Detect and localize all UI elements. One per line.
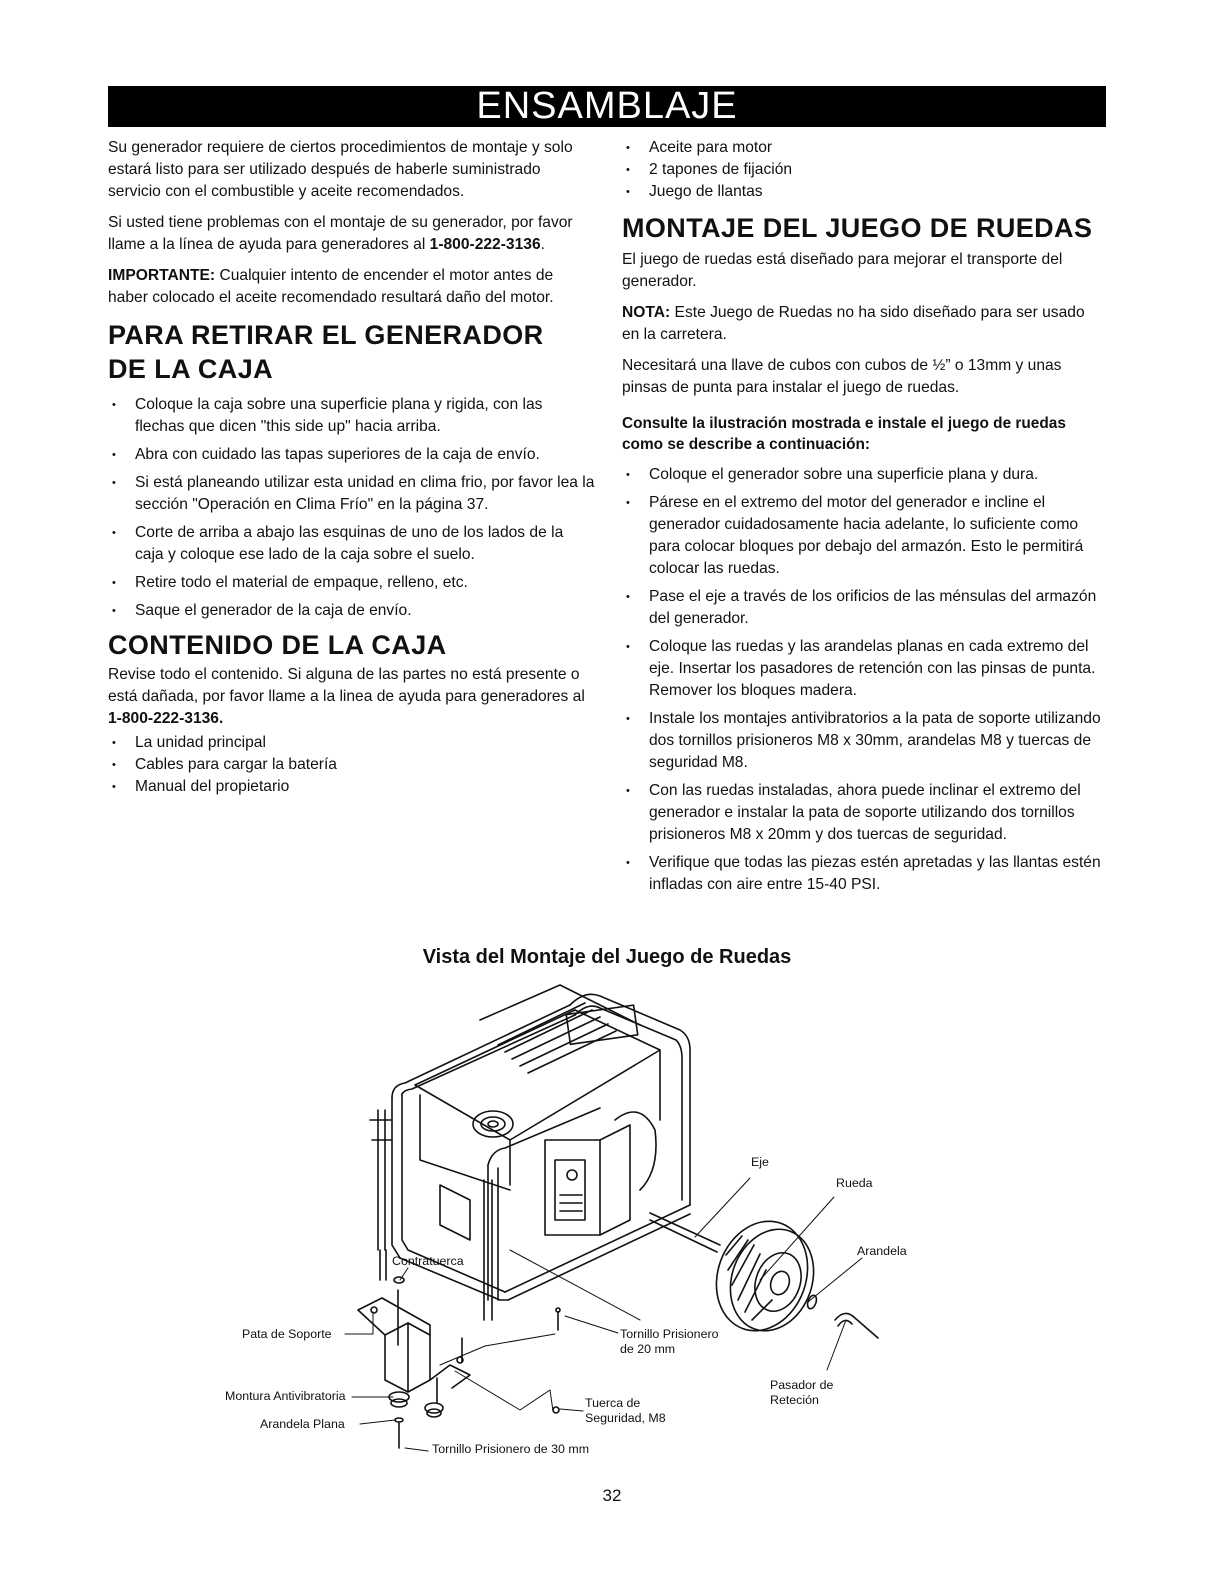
support-leg	[358, 1277, 470, 1392]
figure-title: Vista del Montaje del Juego de Ruedas	[422, 946, 792, 968]
heading-wheel-kit: MONTAJE DEL JUEGO DE RUEDAS	[622, 213, 1093, 243]
list-item: • Coloque las ruedas y las arandelas planas en cada extremo del eje. Insertar los pasadores de retención con las pinsas de punta. Remover los bloques madera.	[622, 636, 1106, 702]
list-item: • Cables para cargar la batería	[108, 754, 596, 776]
engine-body	[370, 985, 660, 1320]
list-item: • Si está planeando utilizar esta unidad en clima frio, por favor lea la sección "Operación en Clima Frío" en la página 37.	[108, 472, 596, 516]
intro-paragraph: Su generador requiere de ciertos procedimientos de montaje y solo estará listo para ser utilizado después de haberle suministrado servicio con el combustible y aceite recomendados.	[108, 139, 573, 200]
heading-remove-generator: PARA RETIRAR EL GENERADOR DE LA CAJA	[108, 320, 544, 384]
anti-vibration-mounts	[389, 1308, 560, 1448]
helpline-phone: 1-800-222-3136	[429, 236, 541, 253]
wheel-kit-paragraph: El juego de ruedas está diseñado para mejorar el transporte del generador.	[622, 251, 1063, 290]
label-washer: Arandela	[857, 1244, 907, 1258]
contents-paragraph: Revise todo el contenido. Si alguna de las partes no está presente o está dañada, por favor llame a la linea de ayuda para generadores al 1-800-222-3136.	[108, 666, 585, 727]
important-paragraph: IMPORTANTE: Cualquier intento de encender el motor antes de haber colocado el aceite recomendado resultará daño del motor.	[108, 267, 554, 306]
list-item: • Pase el eje a través de los orificios de las ménsulas del armazón del generador.	[622, 586, 1106, 630]
list-item: • Manual del propietario	[108, 776, 596, 798]
consult-instruction: Consulte la ilustración mostrada e instale el juego de ruedas como se describe a continuación:	[622, 415, 1066, 453]
important-label: IMPORTANTE:	[108, 267, 216, 284]
heading-box-contents: CONTENIDO DE LA CAJA	[108, 630, 447, 660]
list-item: • Abra con cuidado las tapas superiores de la caja de envío.	[108, 444, 596, 466]
list-item: • Juego de llantas	[622, 181, 1106, 203]
label-stud-20mm: Tornillo Prisionero de 20 mm	[620, 1327, 719, 1356]
helpline-paragraph: Si usted tiene problemas con el montaje de su generador, por favor llame a la línea de ayuda para generadores al 1-800-222-3136.	[108, 214, 573, 253]
label-anti-vibration-mount: Montura Antivibratoria	[225, 1389, 346, 1403]
list-item: • Con las ruedas instaladas, ahora puede inclinar el extremo del generador e instalar la pata de soporte utilizando dos tornillos prisioneros M8 x 20mm y dos tuercas de seguridad.	[622, 780, 1106, 846]
list-item: • Párese en el extremo del motor del generador e incline el generador cuidadosamente hacia adelante, lo suficiente como para colocar bloques por debajo del armazón. Esto le permitirá colocar las ruedas.	[622, 492, 1106, 580]
list-item: • La unidad principal	[108, 732, 596, 754]
label-flat-washer: Arandela Plana	[260, 1417, 345, 1431]
page-number: 32	[602, 1486, 622, 1505]
list-item: • Instale los montajes antivibratorios a la pata de soporte utilizando dos tornillos prisioneros M8 x 30mm, arandelas M8 y tuercas de seguridad M8.	[622, 708, 1106, 774]
label-support-leg: Pata de Soporte	[242, 1327, 332, 1341]
label-lock-nut: Contratuerca	[392, 1254, 464, 1268]
section-banner: ENSAMBLAJE	[108, 86, 1106, 127]
contents-phone: 1-800-222-3136.	[108, 710, 224, 727]
label-axle: Eje	[751, 1155, 769, 1169]
list-item: • Coloque la caja sobre una superficie plana y rigida, con las flechas que dicen "this side up" hacia arriba.	[108, 394, 596, 438]
label-retaining-pin: Pasador de Reteción	[770, 1378, 834, 1407]
label-stud-30mm: Tornillo Prisionero de 30 mm	[432, 1442, 590, 1456]
note-paragraph: NOTA: Este Juego de Ruedas no ha sido diseñado para ser usado en la carretera.	[622, 304, 1085, 343]
label-safety-nut: Tuerca de Seguridad, M8	[585, 1396, 666, 1425]
list-item: • Coloque el generador sobre una superficie plana y dura.	[622, 464, 1106, 486]
list-item: • Verifique que todas las piezas estén apretadas y las llantas estén infladas con aire entre 15-40 PSI.	[622, 852, 1106, 896]
wheel	[702, 1208, 828, 1343]
label-wheel: Rueda	[836, 1176, 873, 1190]
list-item: • Retire todo el material de empaque, relleno, etc.	[108, 572, 596, 594]
list-item: • 2 tapones de fijación	[622, 159, 1106, 181]
list-item: • Saque el generador de la caja de envío.	[108, 600, 596, 622]
note-label: NOTA:	[622, 304, 671, 321]
list-item: • Aceite para motor	[622, 137, 1106, 159]
tools-paragraph: Necesitará una llave de cubos con cubos de ½” o 13mm y unas pinsas de punta para instalar el juego de ruedas.	[622, 357, 1062, 396]
list-item: • Corte de arriba a abajo las esquinas de uno de los lados de la caja y coloque ese lado de la caja sobre el suelo.	[108, 522, 596, 566]
